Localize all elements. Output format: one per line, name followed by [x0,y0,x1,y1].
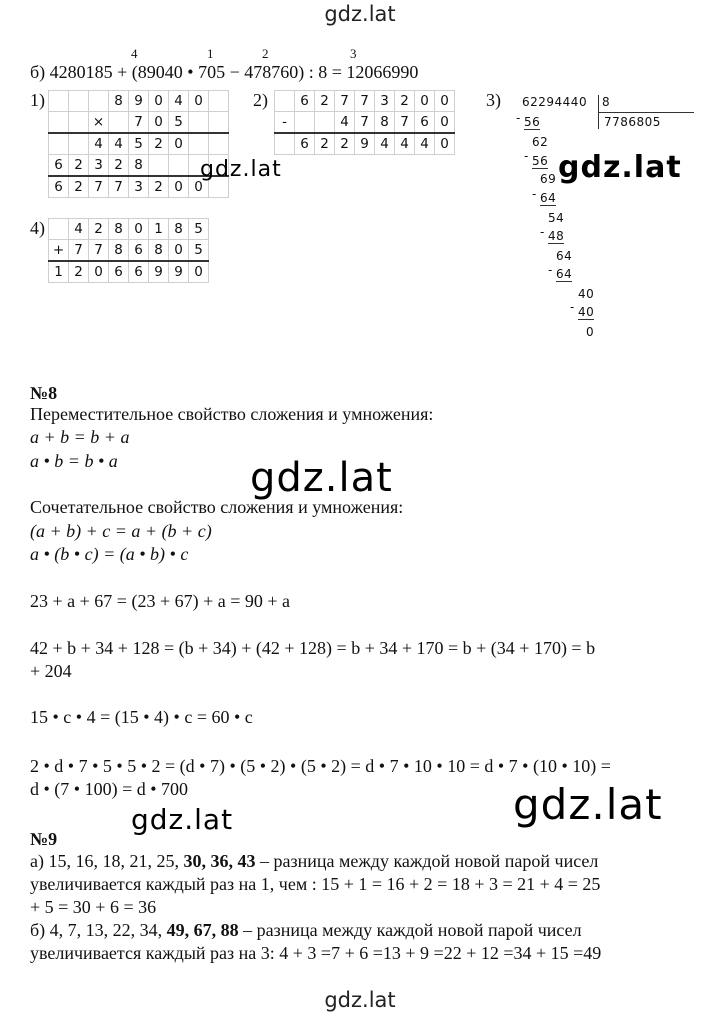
addition-grid [48,218,209,283]
division-step: 69 [540,172,557,186]
grid-cell: 7 [129,112,149,134]
grid-cell: 3 [375,91,395,112]
grid-cell: 0 [169,240,189,262]
division-step: 62 [532,135,549,149]
grid-cell: 7 [355,112,375,134]
division-remainder: 0 [586,325,595,339]
site-header: gdz.lat [324,2,396,26]
sequence-b-answer: 49, 67, 88 [166,920,239,940]
text-line: d • (7 • 100) = d • 700 [30,779,189,799]
division-label: 3) [486,90,501,110]
grid-cell [209,133,229,155]
grid-cell: 6 [49,176,69,198]
grid-cell: 1 [49,261,69,283]
grid-cell [275,133,295,155]
division-step: 64 [556,267,573,281]
grid-cell: 0 [435,112,455,134]
quotient-line [599,112,694,113]
grid-cell: 8 [109,240,129,262]
grid-cell [209,91,229,112]
grid-cell: 6 [129,261,149,283]
grid-cell: 2 [395,91,415,112]
grid-cell: 6 [49,155,69,177]
task9-heading: №9 [30,829,58,849]
grid-cell: 6 [129,240,149,262]
grid-cell: 4 [415,133,435,155]
grid-cell: 2 [89,219,109,240]
grid-cell: 9 [149,261,169,283]
text-line: увеличивается каждый раз на 1, чем : 15 + 1 = 16 + 2 = 18 + 3 = 21 + 4 = 25 [30,874,601,894]
grid-cell: 0 [149,91,169,112]
grid-cell: 7 [395,112,415,134]
grid-cell: 0 [435,133,455,155]
grid-cell: 4 [375,133,395,155]
site-footer: gdz.lat [324,988,396,1012]
grid-cell: 0 [129,219,149,240]
grid-cell: 0 [189,91,209,112]
grid-cell: 7 [69,240,89,262]
watermark: gdz.lat [558,150,682,185]
grid-cell: 2 [149,133,169,155]
minus-mark: - [540,225,545,239]
grid-cell [315,112,335,134]
grid-cell [69,112,89,134]
grid-cell: 5 [129,133,149,155]
watermark: gdz.lat [513,780,663,829]
grid-cell [49,133,69,155]
sequence-b: б) 4, 7, 13, 22, 34, [30,920,167,940]
minus-mark: - [524,149,529,163]
watermark: gdz.lat [250,455,393,501]
grid-cell: 8 [375,112,395,134]
grid-cell [275,91,295,112]
grid2-label: 2) [253,90,268,110]
division-step: 64 [540,191,557,205]
division-step: 40 [578,305,595,319]
minus-mark: - [516,111,521,125]
grid-cell [69,91,89,112]
text-line [30,920,582,941]
order-mark-4: 3 [350,46,357,61]
watermark: gdz.lat [131,803,234,836]
grid-cell: 6 [415,112,435,134]
grid-cell: 9 [355,133,375,155]
text-line: + 5 = 30 + 6 = 36 [30,897,157,917]
minus-sign: - [275,112,295,134]
grid-cell [295,112,315,134]
formula-line: a + b = b + a [30,427,130,447]
grid-cell: 2 [315,91,335,112]
grid-cell: 7 [335,91,355,112]
grid-cell: 0 [149,112,169,134]
grid-cell [109,112,129,134]
grid-cell: 8 [129,155,149,177]
long-division [516,95,700,345]
grid-cell [49,91,69,112]
text-line: увеличивается каждый раз на 3: 4 + 3 =7 + 6 =13 + 9 =22 + 12 =34 + 15 =49 [30,943,602,963]
grid-cell: 6 [295,133,315,155]
formula-line: a • b = b • a [30,451,118,471]
grid-cell [49,219,69,240]
grid1-label: 1) [30,90,45,110]
formula-line: (a + b) + c = a + (b + c) [30,521,212,541]
text-line: 42 + b + 34 + 128 = (b + 34) + (42 + 128) = b + 34 + 170 = b + (34 + 170) = b [30,638,596,658]
grid-cell: 4 [335,112,355,134]
grid-cell: 6 [295,91,315,112]
divisor: 8 [602,95,611,109]
watermark: gdz.lat [200,157,282,182]
grid-cell [49,112,69,134]
grid-cell: 0 [435,91,455,112]
division-step: 48 [548,229,565,243]
grid-cell: 7 [109,176,129,198]
sequence-b-note: – разница между каждой новой парой чисел [238,920,582,940]
grid-cell: 5 [169,112,189,134]
order-mark-3: 2 [262,46,269,61]
grid-cell: 7 [355,91,375,112]
grid-cell: 2 [335,133,355,155]
grid-cell: 3 [89,155,109,177]
grid-cell: 9 [129,91,149,112]
text-line: 2 • d • 7 • 5 • 5 • 2 = (d • 7) • (5 • 2) • (5 • 2) = d • 7 • 10 • 10 = d • 7 • (10 • 10) = [30,756,611,776]
text-line [30,851,598,872]
division-step: 64 [556,249,573,263]
quotient: 7786805 [604,115,661,129]
plus-sign: + [49,240,69,262]
sequence-a-note: – разница между каждой новой парой чисел [255,851,599,871]
part-b-expression: б) 4280185 + (89040 • 705 − 478760) : 8 = 12066990 [30,62,419,82]
grid-cell: 4 [169,91,189,112]
grid-cell: 8 [109,219,129,240]
grid-cell: 6 [109,261,129,283]
grid-cell: 7 [89,240,109,262]
division-step: 56 [524,115,541,129]
grid-cell [149,155,169,177]
grid-cell: 4 [89,133,109,155]
grid-cell: 9 [169,261,189,283]
text-line: Переместительное свойство сложения и умножения: [30,404,434,424]
grid-cell: 5 [189,219,209,240]
division-step: 56 [532,154,549,168]
grid-cell: 0 [189,176,209,198]
grid-cell: 2 [109,155,129,177]
grid-cell: 4 [395,133,415,155]
grid-cell: 8 [149,240,169,262]
dividend: 62294440 [522,95,588,109]
text-line: 23 + a + 67 = (23 + 67) + a = 90 + a [30,591,291,611]
subtraction-grid [274,90,455,155]
grid-cell [189,112,209,134]
grid-cell: 4 [69,219,89,240]
minus-mark: - [548,263,553,277]
minus-mark: - [570,300,575,314]
grid-cell: 8 [169,219,189,240]
order-mark-2: 1 [207,46,214,61]
grid-cell: 0 [189,261,209,283]
sequence-a-answer: 30, 36, 43 [183,851,256,871]
grid-cell [189,133,209,155]
grid-cell: 2 [69,155,89,177]
text-line: 15 • c • 4 = (15 • 4) • c = 60 • c [30,707,253,727]
division-step: 40 [578,287,595,301]
grid-cell: 2 [69,261,89,283]
formula-line: a • (b • c) = (a • b) • c [30,544,189,564]
multiply-sign: × [89,112,109,134]
grid-cell: 2 [69,176,89,198]
grid-cell: 0 [169,133,189,155]
text-line: Сочетательное свойство сложения и умножения: [30,497,404,517]
grid-cell [169,155,189,177]
grid-cell [209,112,229,134]
grid-cell: 1 [149,219,169,240]
task8-heading: №8 [30,383,58,403]
grid-cell: 5 [189,240,209,262]
text-line: + 204 [30,661,72,681]
minus-mark: - [532,187,537,201]
grid-cell: 7 [89,176,109,198]
sequence-a: а) 15, 16, 18, 21, 25, [30,851,184,871]
grid-cell: 2 [149,176,169,198]
grid-cell [69,133,89,155]
grid-cell: 3 [129,176,149,198]
division-step: 54 [548,211,565,225]
grid-cell: 0 [169,176,189,198]
grid4-label: 4) [30,218,45,238]
grid-cell: 8 [109,91,129,112]
grid-cell: 0 [89,261,109,283]
grid-cell: 2 [315,133,335,155]
grid-cell: 0 [415,91,435,112]
order-mark-1: 4 [131,46,138,61]
grid-cell [89,91,109,112]
grid-cell: 4 [109,133,129,155]
